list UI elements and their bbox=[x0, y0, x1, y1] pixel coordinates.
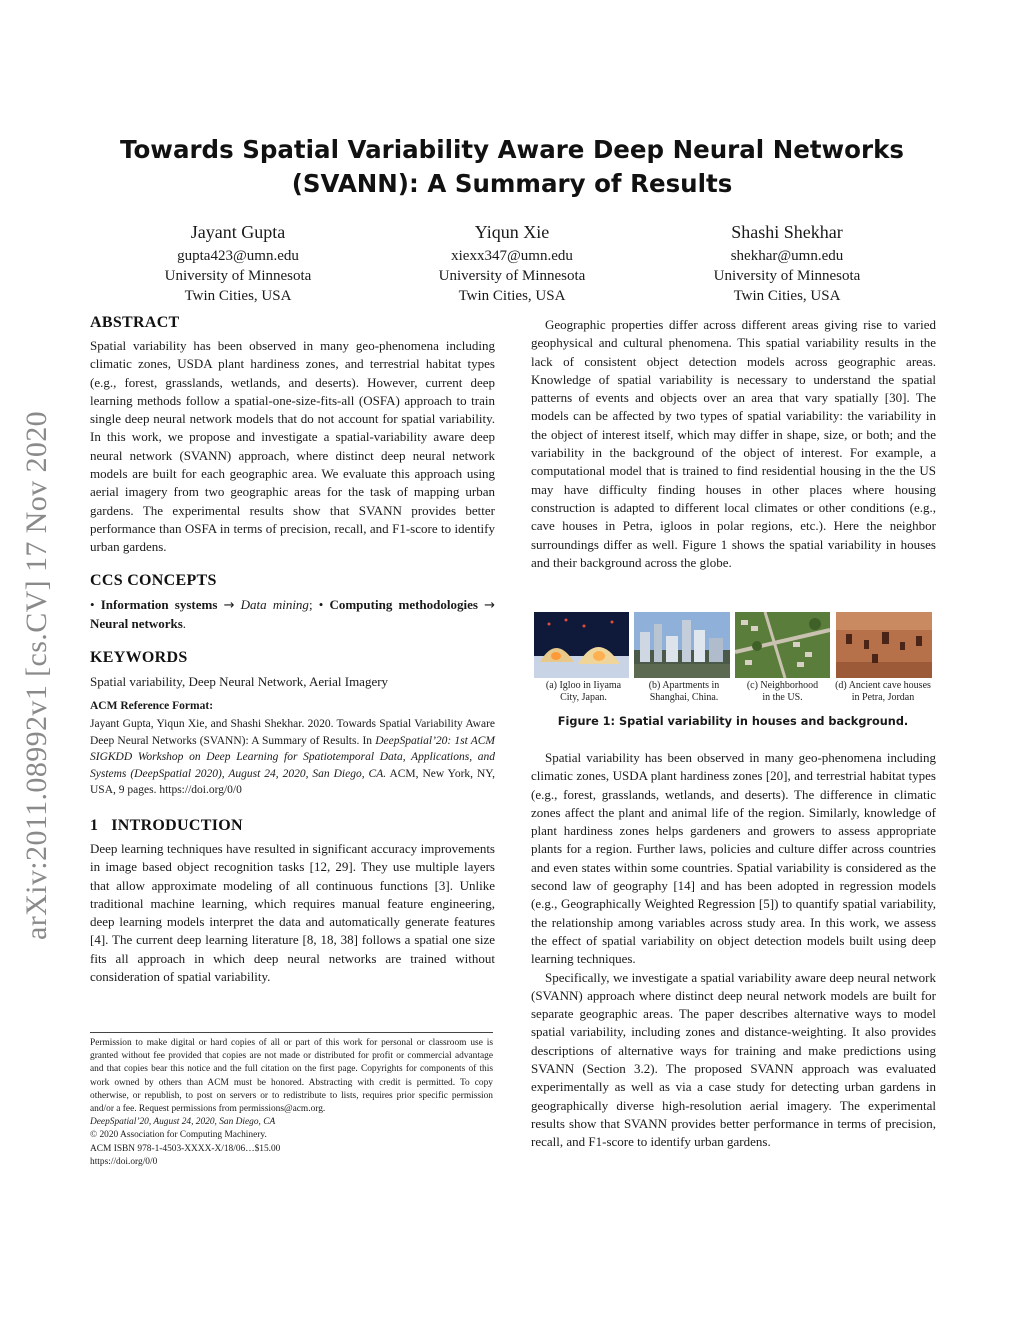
footnote-doi: https://doi.org/0/0 bbox=[90, 1156, 158, 1167]
author-email: xiexx347@umn.edu bbox=[451, 248, 573, 264]
subcaption-d bbox=[830, 680, 936, 703]
subcaption-line: Shanghai, China. bbox=[649, 691, 719, 703]
subcaption-c bbox=[735, 680, 830, 703]
figure-image-igloo bbox=[534, 612, 629, 678]
acm-reference-venue: DeepSpatial’20: 1st ACM SIGKDD Workshop on Deep Learning for Spatiotemporal Data, Applications, and Systems (DeepSpatial 2020), August 24, 2020, San Diego, CA. bbox=[90, 734, 496, 780]
author-location: Twin Cities, USA bbox=[458, 288, 566, 304]
figure-image-us-neighborhood bbox=[735, 612, 830, 678]
author-location: Twin Cities, USA bbox=[184, 288, 292, 304]
ccs-bullet: • bbox=[318, 596, 324, 612]
footnote-permission: Permission to make digital or hard copies of all or part of this work for personal or classroom use is granted without fee provided that copies are not made or distributed for profit or commercial advantage and that copies bear this notice and the full citation on the first page. Copyrights for components of this work owned by others than ACM must be honored. Abstracting with credit is permitted. To copy otherwise, or republish, to post on servers or to redistribute to lists, requires prior specific permission and/or a fee. Request permissions from permissions@acm.org. bbox=[90, 1038, 493, 1115]
section-title: INTRODUCTION bbox=[111, 816, 243, 834]
abstract-text: Spatial variability has been observed in many geo-phenomena including climatic zones, USDA plant hardiness zones, and terrestrial habitat types (e.g., forest, grasslands, wetlands, and deserts). However, current deep learning methods follow a spatial-one-size-fits-all (OSFA) approach to train single deep neural network models that do not account for spatial variability. In this work, we propose and investigate a spatial-variability aware deep neural network (SVANN) approach, where distinct deep neural network models are built for each geographic area. We evaluate this approach using aerial imagery from two geographic areas for the task of mapping urban gardens. The experimental results show that SVANN provides better performance than OSFA in terms of precision, recall, and F1-score to identify urban gardens. bbox=[90, 338, 495, 555]
author-name: Shashi Shekhar bbox=[731, 222, 843, 242]
left-column bbox=[90, 313, 495, 986]
acm-reference-authors: Jayant Gupta, Yiqun Xie, and Shashi Shekhar. 2020. Towards Spatial Variability Aware Deep Neural Networks (SVANN): A Summary of Results. In bbox=[90, 718, 495, 747]
footnote-venue: DeepSpatial’20, August 24, 2020, San Diego, CA bbox=[90, 1117, 276, 1128]
right-para-2: Spatial variability has been observed in many geo-phenomena including climatic zones, USDA plant hardiness zones [20], and terrestrial habitat types (e.g., forest, grasslands, wetlands, and deserts). The difference in climatic zones affect the plant and animal life of the region. Similarly, knowledge of plant hardiness zones helps gardeners and growers to assess appropriate plants for a region. Further laws, policies and culture differ across countries and even states within some countries. Spatial variability is considered as the second law of geography [14] and has been adopted in regression models (e.g., Geographically Weighted Regression [5]) to quantify spatial variability, the relationship among variables across study area. In this work, we assess the effect of spatial variability on object detection models built using deep learning techniques. bbox=[531, 750, 936, 967]
ccs-neural-networks: Neural networks bbox=[90, 615, 183, 631]
ccs-computing-methodologies: Computing methodologies bbox=[329, 596, 478, 612]
right-column-bottom bbox=[531, 749, 936, 1152]
keywords-heading: KEYWORDS bbox=[90, 649, 188, 667]
subcaption-line: in the US. bbox=[762, 691, 803, 703]
acm-reference-text bbox=[90, 716, 495, 799]
ccs-data-mining: Data mining bbox=[240, 596, 309, 612]
author-affiliation: University of Minnesota bbox=[438, 268, 586, 284]
section-number: 1 bbox=[90, 816, 99, 834]
figure-image-petra bbox=[836, 612, 932, 678]
title-line-1: Towards Spatial Variability Aware Deep Neural Networks bbox=[120, 135, 904, 164]
ccs-concepts bbox=[90, 596, 495, 634]
introduction-para-1: Deep learning techniques have resulted in significant accuracy improvements in image based object recognition tasks [12, 29]. They use multiple layers that allow approximate modeling of all continuous functions [3]. Unlike traditional machine learning, which requires manual feature engineering, deep learning models interpret the data and automatically generate features [4]. The current deep learning literature [8, 18, 38] follows a spatial one size fits all approach in which deep neural networks are trained without consideration of spatial variability. bbox=[90, 840, 495, 985]
ccs-information-systems: Information systems bbox=[100, 596, 218, 612]
author-name: Jayant Gupta bbox=[190, 222, 286, 242]
ccs-bullet: • bbox=[90, 596, 95, 612]
acm-reference-heading: ACM Reference Format: bbox=[90, 700, 214, 713]
ccs-end: . bbox=[182, 615, 187, 631]
right-para-1: Geographic properties differ across different areas giving rise to varied geophysical and cultural phenomena. This spatial variability results in the lack of consistent object detection models across geographic areas. Knowledge of spatial variability is necessary to understand the spatial patterns of events and objects over an area that vary spatially [30]. The models can be affected by two types of spatial variability: the variability in the object of interest itself, which may differ in shape, size, or both; and the variability in the background of the object of interest. For example, a computational model that is trained to find residential housing in the the US may have difficulty finding houses in other places where housing construction is adapted to different local climates or other conditions (e.g., cave houses in Petra, igloos in polar regions, etc.). Here the neighbor surroundings differ as well. Figure 1 shows the spatial variability in houses and their background across the globe. bbox=[531, 317, 936, 570]
author-affiliation: University of Minnesota bbox=[164, 268, 312, 284]
subcaption-a bbox=[536, 680, 631, 703]
author-email: shekhar@umn.edu bbox=[730, 248, 844, 264]
figure-1-caption: Figure 1: Spatial variability in houses and background. bbox=[557, 715, 909, 728]
author-affiliation: University of Minnesota bbox=[713, 268, 861, 284]
author-location: Twin Cities, USA bbox=[733, 288, 841, 304]
abstract-heading: ABSTRACT bbox=[90, 314, 180, 331]
subcaption-b bbox=[636, 680, 732, 703]
subcaption-line: (c) Neighborhood bbox=[746, 680, 819, 691]
figure-image-apartments bbox=[634, 612, 730, 678]
ccs-heading: CCS CONCEPTS bbox=[90, 571, 217, 589]
author-block-1 bbox=[113, 220, 363, 306]
keywords-text: Spatial variability, Deep Neural Network, Aerial Imagery bbox=[90, 674, 389, 690]
subcaption-line: (b) Apartments in bbox=[648, 680, 720, 691]
author-name: Yiqun Xie bbox=[474, 222, 550, 242]
author-block-3 bbox=[662, 220, 912, 306]
footnote-rule bbox=[90, 1032, 493, 1033]
subcaption-line: City, Japan. bbox=[560, 691, 607, 703]
subcaption-line: (d) Ancient cave houses bbox=[835, 680, 931, 691]
introduction-heading bbox=[90, 816, 495, 836]
footnote-isbn: ACM ISBN 978-1-4503-XXXX-X/18/06…$15.00 bbox=[90, 1143, 281, 1154]
ccs-arrow: → bbox=[223, 597, 235, 613]
footnote-copyright: © 2020 Association for Computing Machinery. bbox=[90, 1130, 267, 1141]
author-email: gupta423@umn.edu bbox=[177, 248, 299, 264]
paper-title bbox=[100, 133, 924, 201]
right-column-top bbox=[531, 316, 936, 572]
subcaption-line: (a) Igloo in Iiyama bbox=[545, 680, 622, 691]
figure-1 bbox=[534, 612, 932, 678]
subcaption-line: in Petra, Jordan bbox=[851, 691, 915, 703]
right-para-3: Specifically, we investigate a spatial variability aware deep neural network (SVANN) approach where distinct deep neural network models are built for separate geographic areas. The paper describes alternative ways to model spatial variability, including zones and distance-weighting. It also provides descriptions of alternative ways for training and make predictions using SVANN (Section 3.2). The proposed SVANN approach was evaluated experimentally as well as via a case study for detecting urban gardens in geographically diverse high-resolution aerial imagery. The experimental results show that SVANN provides better performance in terms of precision, recall, and F1-score to identify urban gardens. bbox=[531, 969, 936, 1150]
author-block-2 bbox=[387, 220, 637, 306]
ccs-separator: ; bbox=[308, 596, 313, 612]
footnote-block bbox=[90, 1032, 493, 1169]
ccs-arrow: → bbox=[484, 597, 496, 613]
title-line-2: (SVANN): A Summary of Results bbox=[291, 169, 733, 198]
arxiv-identifier: arXiv:2011.08992v1 [cs.CV] 17 Nov 2020 bbox=[20, 410, 53, 940]
acm-reference-tail: ACM, New York, NY, USA, 9 pages. https://doi.org/0/0 bbox=[90, 767, 495, 797]
